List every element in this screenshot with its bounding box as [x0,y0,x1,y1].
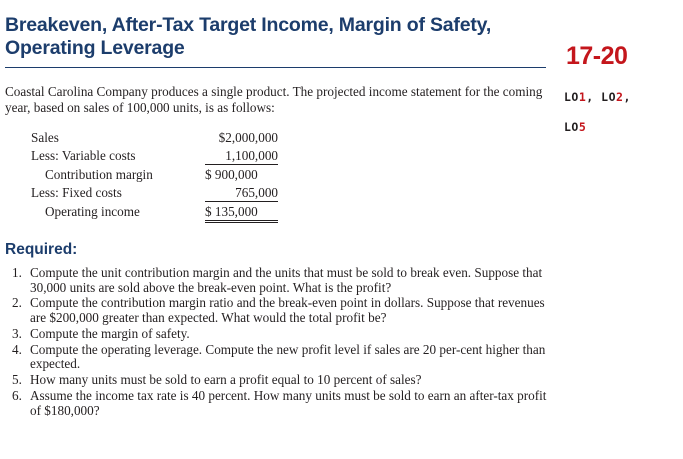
row-value: 765,000 [205,185,278,202]
title-line-2: Operating Leverage [5,37,185,59]
row-label: Operating income [45,204,140,219]
row-value: 1,100,000 [205,148,278,165]
requirement-item [12,389,547,418]
learning-objectives-line-1 [564,90,631,104]
lo-tail: , [623,90,631,104]
requirement-item [12,373,547,388]
requirement-item [12,327,547,342]
row-value: $2,000,000 [218,130,278,145]
requirement-number: 6. [12,388,22,404]
row-value: $ 135,000 [205,204,278,223]
learning-objectives-line-2 [564,120,586,134]
income-statement [0,130,300,225]
lo-number-2: 2 [616,90,624,104]
requirement-number: 2. [12,295,22,311]
row-label: Contribution margin [45,167,153,182]
row-label: Less: Variable costs [31,148,136,163]
requirement-text: Assume the income tax rate is 40 percent. How many units must be sold to earn an after-tax profit of $180,000? [30,388,547,418]
requirement-number: 3. [12,325,22,341]
lo-separator: , LO [586,90,616,104]
problem-title [5,14,545,60]
requirement-item [12,296,547,325]
lo-prefix: LO [564,90,579,104]
requirement-number: 1. [12,265,22,280]
requirement-item [12,343,547,372]
requirement-text: Compute the contribution margin ratio and the break-even point in dollars. Suppose that revenues are $200,000 greater than expected. What would the total profit be? [30,295,545,326]
requirement-number: 4. [12,341,22,357]
problem-number: 17-20 [566,42,628,70]
row-label: Less: Fixed costs [31,185,122,200]
title-rule [5,67,546,68]
required-heading: Required: [5,241,78,258]
requirement-text: How many units must be sold to earn a profit equal to 10 percent of sales? [30,372,422,388]
row-label: Sales [31,130,59,145]
lo-number-1: 1 [578,90,587,104]
problem-intro: Coastal Carolina Company produces a single product. The projected income statement for the coming year, based on sales of 100,000 units, is as follows: [5,84,543,115]
requirements-list [12,266,547,420]
requirement-number: 5. [12,372,22,388]
title-line-1: Breakeven, After-Tax Target Income, Margin of Safety, [5,14,492,36]
row-value: $ 900,000 [205,167,258,182]
requirement-item [12,266,547,295]
requirement-text: Compute the margin of safety. [30,325,190,341]
requirement-text: Compute the unit contribution margin and the units that must be sold to break even. Suppose that 30,000 units are sold above the break-even point. What is the profit? [30,265,543,295]
requirement-text: Compute the operating leverage. Compute the new profit level if sales are 20 per-cent higher than expected. [30,341,546,372]
lo-prefix: LO [564,120,579,134]
lo-number-5: 5 [578,120,587,134]
